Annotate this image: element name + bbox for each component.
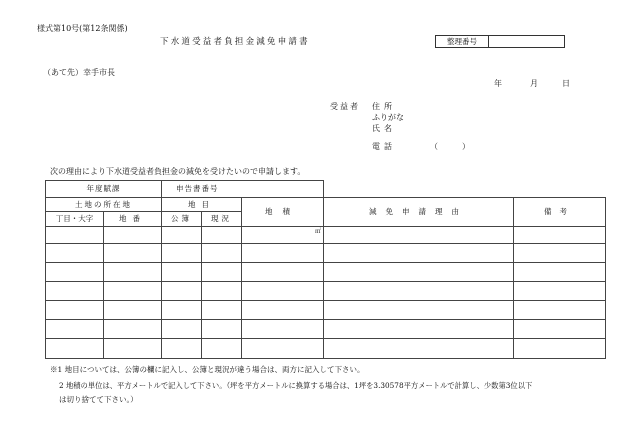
phone-label: 電話	[372, 142, 396, 151]
tochi-shozaichi-header: 土地の所在地	[46, 198, 162, 212]
genkyo-header: 現況	[202, 212, 242, 227]
form-number: 様式第10号(第12条関係)	[37, 24, 128, 33]
table-row	[46, 320, 606, 339]
table-row	[46, 339, 606, 359]
chome-header: 丁目・大字	[46, 212, 104, 227]
seiri-number-box	[435, 35, 565, 48]
kobo-header: 公簿	[162, 212, 202, 227]
cell-chome[interactable]	[46, 227, 104, 244]
applicant-role: 受益者	[330, 102, 360, 111]
cell-chome[interactable]	[46, 282, 104, 301]
chimoku-header: 地目	[162, 198, 242, 212]
cell-chome[interactable]	[46, 301, 104, 320]
cell-genkyo[interactable]	[202, 263, 242, 282]
cell-remarks[interactable]	[514, 227, 606, 244]
table-row	[46, 282, 606, 301]
cell-banchi[interactable]	[104, 244, 162, 263]
cell-kobo[interactable]	[162, 282, 202, 301]
cell-reason[interactable]	[324, 263, 514, 282]
cell-banchi[interactable]	[104, 320, 162, 339]
reason-header: 減免申請理由	[324, 198, 514, 227]
cell-genkyo[interactable]	[202, 320, 242, 339]
cell-kobo[interactable]	[162, 339, 202, 359]
cell-chiseki[interactable]	[242, 263, 324, 282]
cell-reason[interactable]	[324, 301, 514, 320]
cell-genkyo[interactable]	[202, 244, 242, 263]
cell-genkyo[interactable]	[202, 339, 242, 359]
cell-reason[interactable]	[324, 282, 514, 301]
cell-kobo[interactable]	[162, 301, 202, 320]
cell-remarks[interactable]	[514, 320, 606, 339]
cell-remarks[interactable]	[514, 244, 606, 263]
application-table	[45, 180, 606, 359]
shinkoku-number-header: 申告書番号	[162, 181, 324, 198]
cell-chome[interactable]	[46, 263, 104, 282]
cell-remarks[interactable]	[514, 282, 606, 301]
cell-reason[interactable]	[324, 339, 514, 359]
note-2-line-1: 2 地積の単位は、平方メートルで記入して下さい。（坪を平方メートルに換算する場合は、1坪を3.30578平方メートルで計算し、少数第3位以下	[59, 381, 533, 390]
table-row	[46, 263, 606, 282]
addressee: （あて先）幸手市長	[43, 68, 115, 77]
cell-genkyo[interactable]	[202, 227, 242, 244]
cell-chome[interactable]	[46, 244, 104, 263]
cell-kobo[interactable]	[162, 227, 202, 244]
table-row	[46, 301, 606, 320]
cell-chiseki[interactable]	[242, 320, 324, 339]
form-title: 下水道受益者負担金減免申請書	[160, 37, 310, 47]
cell-banchi[interactable]	[104, 282, 162, 301]
cell-reason[interactable]	[324, 320, 514, 339]
seiri-number-field[interactable]	[489, 36, 564, 47]
cell-banchi[interactable]	[104, 339, 162, 359]
cell-chiseki[interactable]	[242, 301, 324, 320]
address-label: 住所	[372, 102, 396, 111]
cell-chome[interactable]	[46, 339, 104, 359]
table-row	[46, 244, 606, 263]
note-2-line-2: は切り捨てて下さい。）	[59, 395, 138, 404]
cell-banchi[interactable]	[104, 263, 162, 282]
cell-remarks[interactable]	[514, 339, 606, 359]
banchi-header: 地番	[104, 212, 162, 227]
cell-genkyo[interactable]	[202, 301, 242, 320]
cell-reason[interactable]	[324, 227, 514, 244]
table-row	[46, 227, 606, 244]
cell-chiseki[interactable]	[242, 339, 324, 359]
date-month-label: 月	[530, 79, 538, 88]
name-label: 氏名	[372, 124, 396, 133]
date-day-label: 日	[562, 79, 570, 88]
cell-banchi[interactable]	[104, 227, 162, 244]
cell-banchi[interactable]	[104, 301, 162, 320]
cell-chiseki[interactable]	[242, 244, 324, 263]
cell-reason[interactable]	[324, 244, 514, 263]
remarks-header: 備考	[514, 198, 606, 227]
cell-kobo[interactable]	[162, 320, 202, 339]
cell-chome[interactable]	[46, 320, 104, 339]
date-year-label: 年	[494, 79, 502, 88]
nendo-fuka-header: 年度賦課	[46, 181, 162, 198]
cell-remarks[interactable]	[514, 263, 606, 282]
furigana-label: ふりがな	[372, 113, 404, 122]
cell-remarks[interactable]	[514, 301, 606, 320]
phone-paren: （ ）	[430, 142, 470, 151]
sqm-unit: ㎡	[315, 228, 322, 235]
cell-kobo[interactable]	[162, 244, 202, 263]
note-1: ※1 地目については、公簿の欄に記入し、公簿と現況が違う場合は、両方に記入して下さい。	[50, 365, 365, 374]
intro-text: 次の理由により下水道受益者負担金の減免を受けたいので申請します。	[50, 167, 306, 176]
cell-kobo[interactable]	[162, 263, 202, 282]
chiseki-header: 地積	[242, 198, 324, 227]
cell-genkyo[interactable]	[202, 282, 242, 301]
top-blank	[324, 181, 606, 198]
cell-chiseki[interactable]	[242, 282, 324, 301]
seiri-number-label: 整理番号	[436, 36, 489, 47]
cell-chiseki[interactable]	[242, 227, 324, 244]
